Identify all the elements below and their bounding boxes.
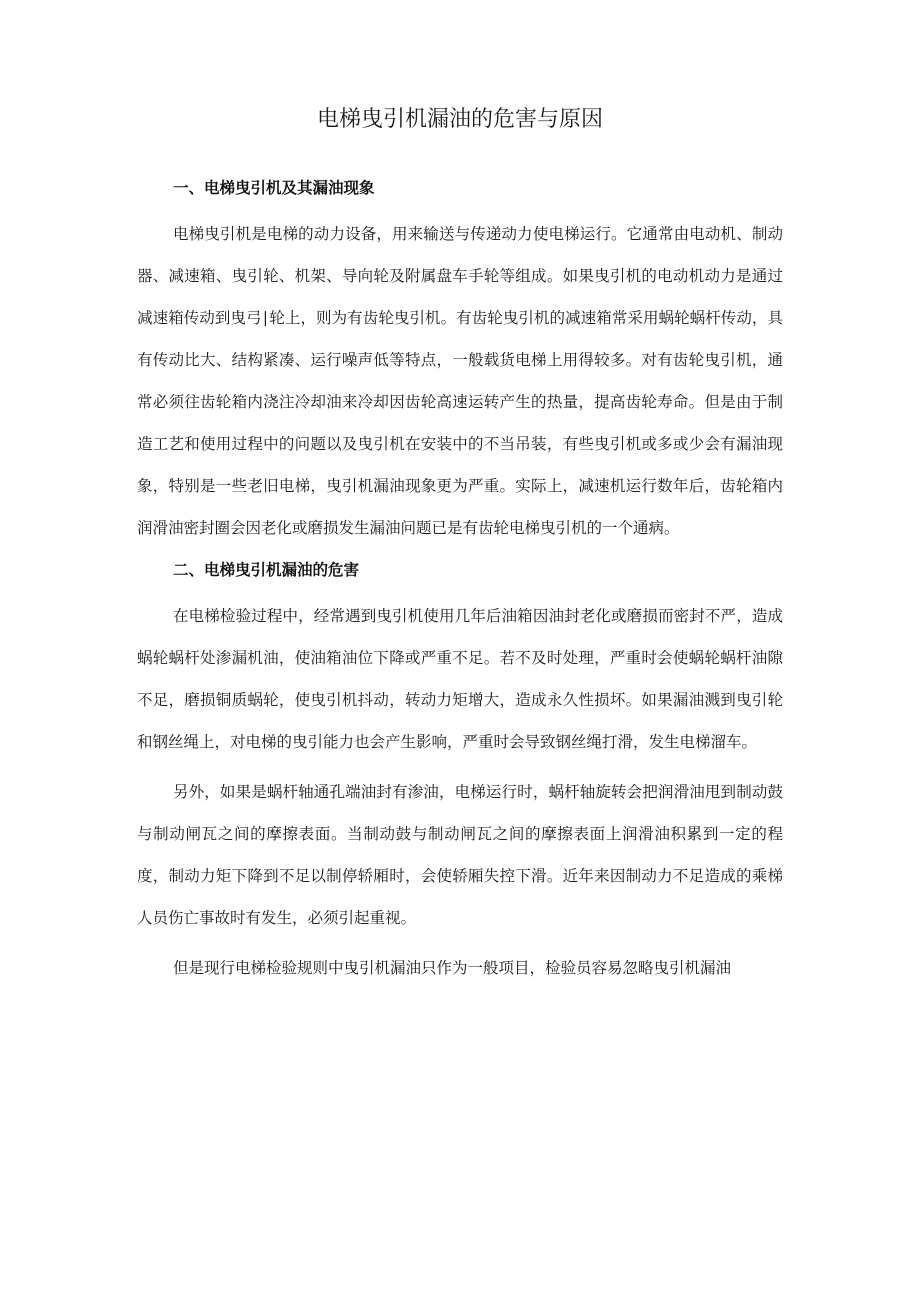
section-1 xyxy=(137,175,920,549)
page-title: 电梯曳引机漏油的危害与原因 xyxy=(316,107,603,132)
section-heading: 二、电梯曳引机漏油的危害 xyxy=(173,561,360,579)
paragraph: 电梯曳引机是电梯的动力设备，用来输送与传递动力使电梯运行。它通常由电动机、制动器、减速箱、曳引轮、机架、导向轮及附属盘车手轮等组成。如果曳引机的电动机动力是通过减速箱传动到曳弓∣轮上，则为有齿轮曳引机。有齿轮曳引机的减速箱常采用蜗轮蜗杆传动，具有传动比大、结构紧凑、运行噪声低等特点，一般载货电梯上用得较多。对有齿轮曳引机，通常必须往齿轮箱内浇注冷却油来冷却因齿轮高速运转产生的热量，提高齿轮寿命。但是由于制造工艺和使用过程中的问题以及曳引机在安装中的不当吊装，有些曳引机或多或少会有漏油现象，特别是一些老旧电梯，曳引机漏油现象更为严重。实际上，减速机运行数年后，齿轮箱内润滑油密封圈会因老化或磨损发生漏油问题已是有齿轮电梯曳引机的一个通病。 xyxy=(137,225,783,537)
paragraph: 在电梯检验过程中，经常遇到曳引机使用几年后油箱因油封老化或磨损而密封不严，造成蜗轮蜗杆处渗漏机油，使油箱油位下降或严重不足。若不及时处理，严重时会使蜗轮蜗杆油隙不足，磨损铜质蜗轮，使曳引机抖动，转动力矩增大，造成永久性损坏。如果漏油溅到曳引轮和钢丝绳上，对电梯的曳引能力也会产生影响，严重时会导致钢丝绳打滑，发生电梯溜车。 xyxy=(137,607,783,751)
section-heading: 一、电梯曳引机及其漏油现象 xyxy=(173,179,375,197)
paragraph: 但是现行电梯检验规则中曳引机漏油只作为一般项目，检验员容易忽略曳引机漏油 xyxy=(173,959,732,977)
paragraph: 另外，如果是蜗杆轴通孔端油封有渗油，电梯运行时，蜗杆轴旋转会把润滑油甩到制动鼓与制动闸瓦之间的摩擦表面。当制动鼓与制动闸瓦之间的摩擦表面上润滑油积累到一定的程度，制动力矩下降到不足以制停轿厢时，会使轿厢失控下滑。近年来因制动力不足造成的乘梯人员伤亡事故时有发生，必须引起重视。 xyxy=(137,783,783,927)
section-2 xyxy=(137,557,920,989)
